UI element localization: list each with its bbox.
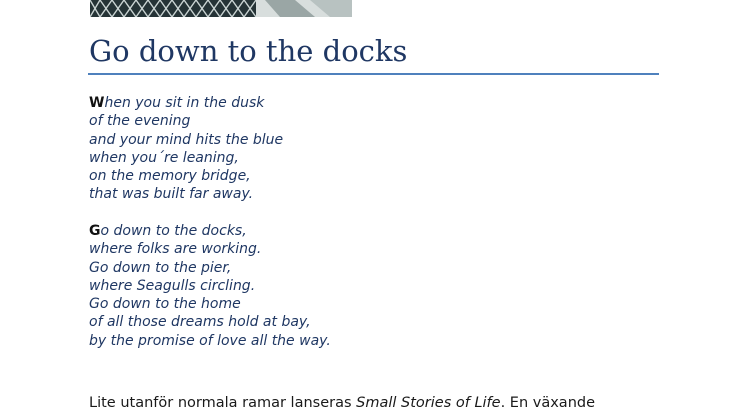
poem-line: Go down to the home xyxy=(89,296,241,313)
title-underline xyxy=(88,73,659,75)
poem-line: of all those dreams hold at bay, xyxy=(89,314,311,331)
poem-stanza-1 xyxy=(89,94,283,204)
poem-line: that was built far away. xyxy=(89,186,254,203)
body-text: Lite utanför normala ramar lanseras xyxy=(89,395,357,411)
header-photo xyxy=(90,0,352,17)
poem-line xyxy=(89,222,331,240)
poem-stanza-2 xyxy=(89,222,331,350)
poem-line: where Seagulls circling. xyxy=(89,277,256,294)
poem-line xyxy=(89,94,283,112)
body-paragraph xyxy=(89,393,649,413)
poem-line-text: o down to the docks, xyxy=(100,223,247,239)
body-text: . En växande xyxy=(500,395,596,411)
drop-cap: W xyxy=(89,95,105,111)
poem-line: by the promise of love all the way. xyxy=(89,332,331,349)
poem-line-text: hen you sit in the dusk xyxy=(104,95,265,111)
poem-line: and your mind hits the blue xyxy=(89,131,284,148)
article-title: Go down to the docks xyxy=(89,34,408,68)
poem-line: Go down to the pier, xyxy=(89,259,232,276)
book-title: Small Stories of Life xyxy=(356,395,501,411)
poem-line: when you´re leaning, xyxy=(89,149,239,166)
poem-line: of the evening xyxy=(89,113,191,130)
poem-line: on the memory bridge, xyxy=(89,168,251,185)
poem-line: where folks are working. xyxy=(89,241,262,258)
drop-cap: G xyxy=(89,223,101,239)
